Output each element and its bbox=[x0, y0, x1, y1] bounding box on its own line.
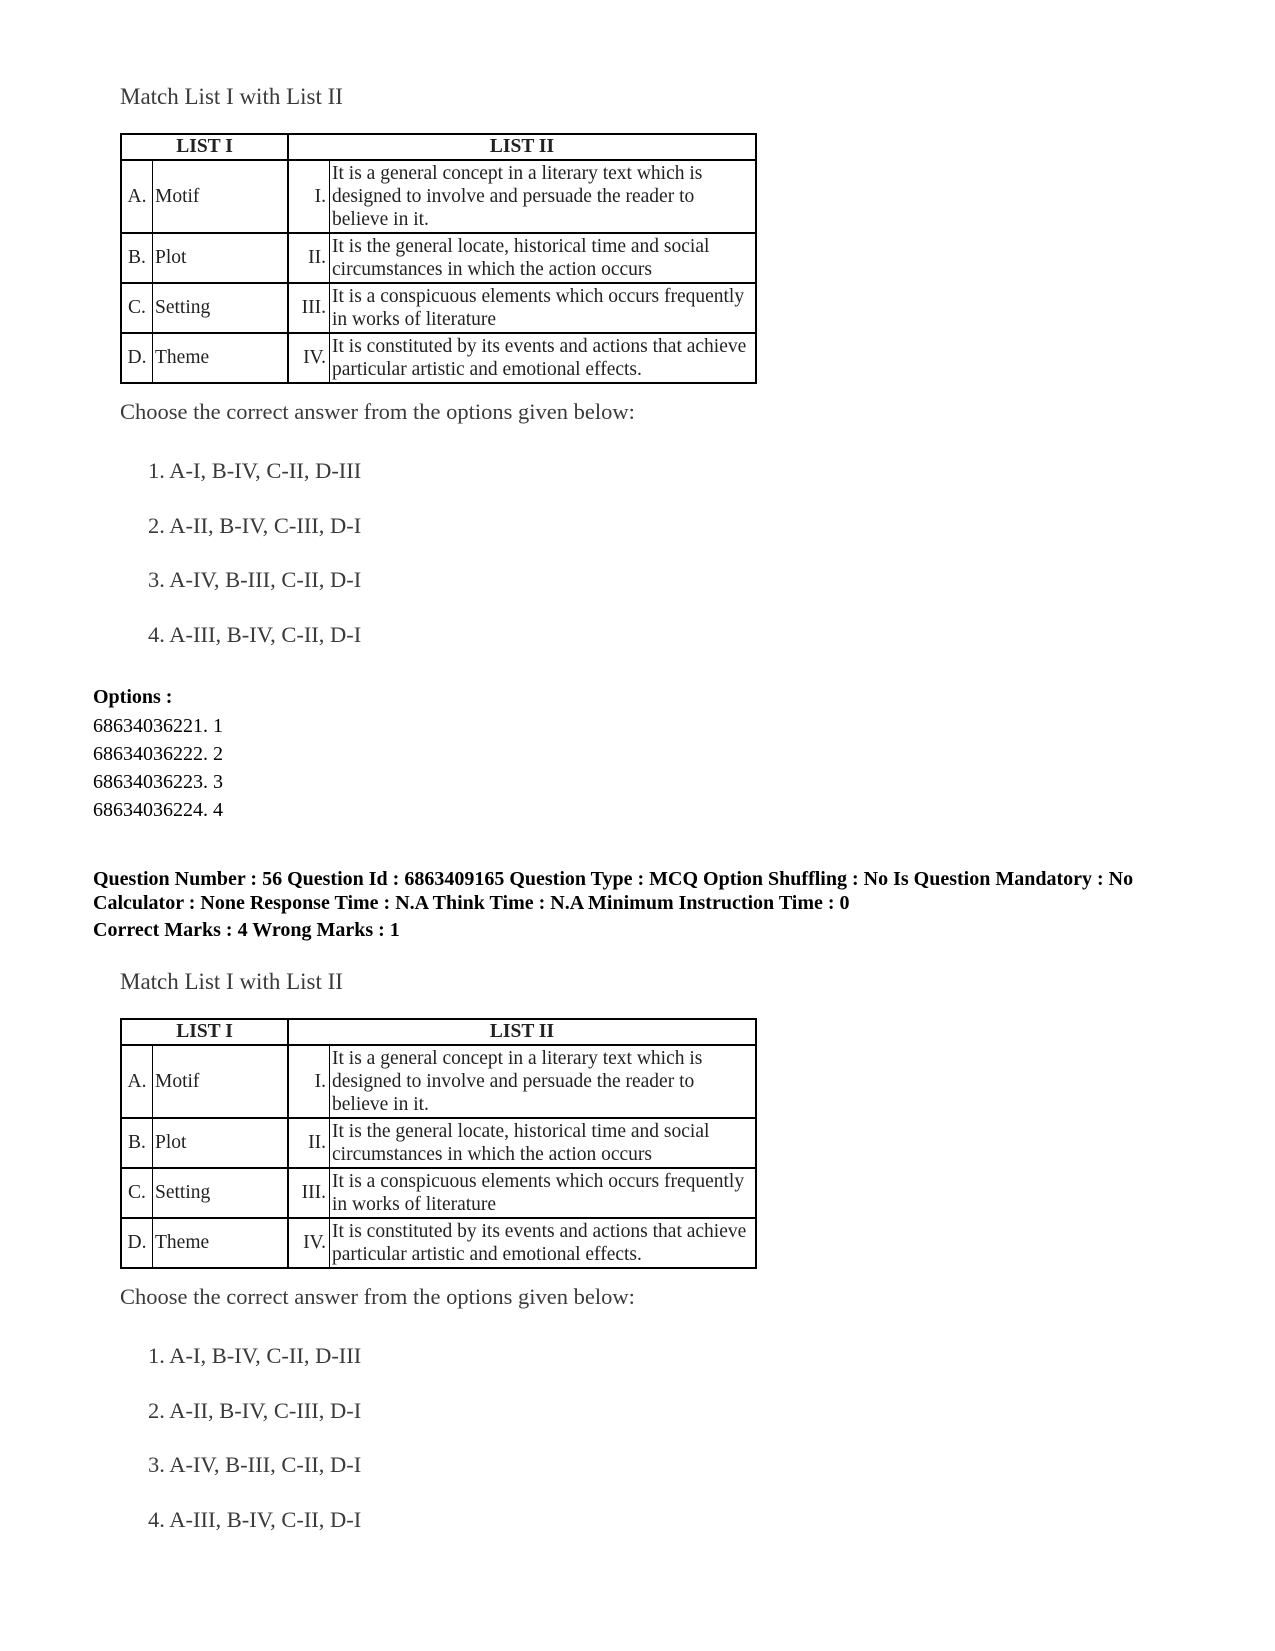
answer-list bbox=[148, 456, 361, 674]
table-header-row bbox=[121, 1019, 756, 1045]
option-item: 68634036224. 4 bbox=[93, 799, 223, 821]
options-block bbox=[93, 683, 223, 824]
row-number: II. bbox=[288, 1118, 330, 1168]
table-row bbox=[121, 1168, 756, 1218]
row-letter: D. bbox=[121, 333, 153, 383]
row-description: It is constituted by its events and actions that achieve particular artistic and emotional effects. bbox=[330, 1218, 757, 1268]
row-term: Setting bbox=[153, 1168, 289, 1218]
list-ii-header: LIST II bbox=[288, 1019, 756, 1045]
row-letter: C. bbox=[121, 283, 153, 333]
answer-item: 1. A-I, B-IV, C-II, D-III bbox=[148, 458, 362, 483]
table-row bbox=[121, 1045, 756, 1118]
question-meta-line: Question Number : 56 Question Id : 6863409165 Question Type : MCQ Option Shuffling : No Is Question Mandatory : No Calculator : None Response Time : N.A Think Time : N.A Minimum Instruction Time : 0 bbox=[93, 868, 1134, 914]
row-term: Plot bbox=[153, 233, 289, 283]
choose-instruction: Choose the correct answer from the options given below: bbox=[120, 399, 635, 424]
question-bottom bbox=[120, 965, 820, 1555]
row-description: It is the general locate, historical time and social circumstances in which the action occurs bbox=[330, 233, 757, 283]
row-number: IV. bbox=[288, 333, 330, 383]
row-number: IV. bbox=[288, 1218, 330, 1268]
option-item: 68634036222. 2 bbox=[93, 743, 223, 765]
row-description: It is a conspicuous elements which occurs frequently in works of literature bbox=[330, 283, 757, 333]
row-letter: B. bbox=[121, 233, 153, 283]
row-description: It is a general concept in a literary text which is designed to involve and persuade the reader to believe in it. bbox=[330, 1045, 757, 1118]
option-item: 68634036221. 1 bbox=[93, 715, 223, 737]
options-label: Options : bbox=[93, 686, 173, 708]
answer-list bbox=[148, 1341, 361, 1559]
answer-item: 4. A-III, B-IV, C-II, D-I bbox=[148, 1506, 362, 1532]
answer-item: 3. A-IV, B-III, C-II, D-I bbox=[148, 1452, 362, 1477]
question-title: Match List I with List II bbox=[120, 84, 343, 109]
row-number: III. bbox=[288, 283, 330, 333]
row-number: II. bbox=[288, 233, 330, 283]
row-number: I. bbox=[288, 160, 330, 233]
choose-instruction: Choose the correct answer from the options given below: bbox=[120, 1284, 635, 1309]
table-header-row bbox=[121, 134, 756, 160]
match-table bbox=[120, 1018, 757, 1269]
list-i-header: LIST I bbox=[121, 1019, 288, 1045]
answer-item: 2. A-II, B-IV, C-III, D-I bbox=[148, 512, 362, 538]
row-letter: B. bbox=[121, 1118, 153, 1168]
row-term: Theme bbox=[153, 1218, 289, 1268]
table-row bbox=[121, 233, 756, 283]
table-row bbox=[121, 160, 756, 233]
answer-item: 3. A-IV, B-III, C-II, D-I bbox=[148, 567, 362, 592]
table-row bbox=[121, 1218, 756, 1268]
option-item: 68634036223. 3 bbox=[93, 771, 223, 793]
row-term: Motif bbox=[153, 1045, 289, 1118]
answer-item: 1. A-I, B-IV, C-II, D-III bbox=[148, 1343, 362, 1368]
list-ii-header: LIST II bbox=[288, 134, 756, 160]
row-letter: C. bbox=[121, 1168, 153, 1218]
row-term: Plot bbox=[153, 1118, 289, 1168]
table-row bbox=[121, 283, 756, 333]
row-letter: D. bbox=[121, 1218, 153, 1268]
row-description: It is constituted by its events and actions that achieve particular artistic and emotional effects. bbox=[330, 333, 757, 383]
row-term: Setting bbox=[153, 283, 289, 333]
table-row bbox=[121, 333, 756, 383]
question-top bbox=[120, 80, 820, 670]
list-i-header: LIST I bbox=[121, 134, 288, 160]
row-term: Motif bbox=[153, 160, 289, 233]
answer-item: 2. A-II, B-IV, C-III, D-I bbox=[148, 1397, 362, 1423]
row-letter: A. bbox=[121, 1045, 153, 1118]
row-letter: A. bbox=[121, 160, 153, 233]
row-number: III. bbox=[288, 1168, 330, 1218]
answer-item: 4. A-III, B-IV, C-II, D-I bbox=[148, 621, 362, 647]
row-description: It is the general locate, historical time and social circumstances in which the action occurs bbox=[330, 1118, 757, 1168]
question-meta bbox=[93, 868, 1213, 943]
row-description: It is a general concept in a literary text which is designed to involve and persuade the reader to believe in it. bbox=[330, 160, 757, 233]
marks-line: Correct Marks : 4 Wrong Marks : 1 bbox=[93, 919, 400, 941]
question-title: Match List I with List II bbox=[120, 969, 343, 994]
row-number: I. bbox=[288, 1045, 330, 1118]
table-row bbox=[121, 1118, 756, 1168]
row-term: Theme bbox=[153, 333, 289, 383]
match-table bbox=[120, 133, 757, 384]
row-description: It is a conspicuous elements which occurs frequently in works of literature bbox=[330, 1168, 757, 1218]
